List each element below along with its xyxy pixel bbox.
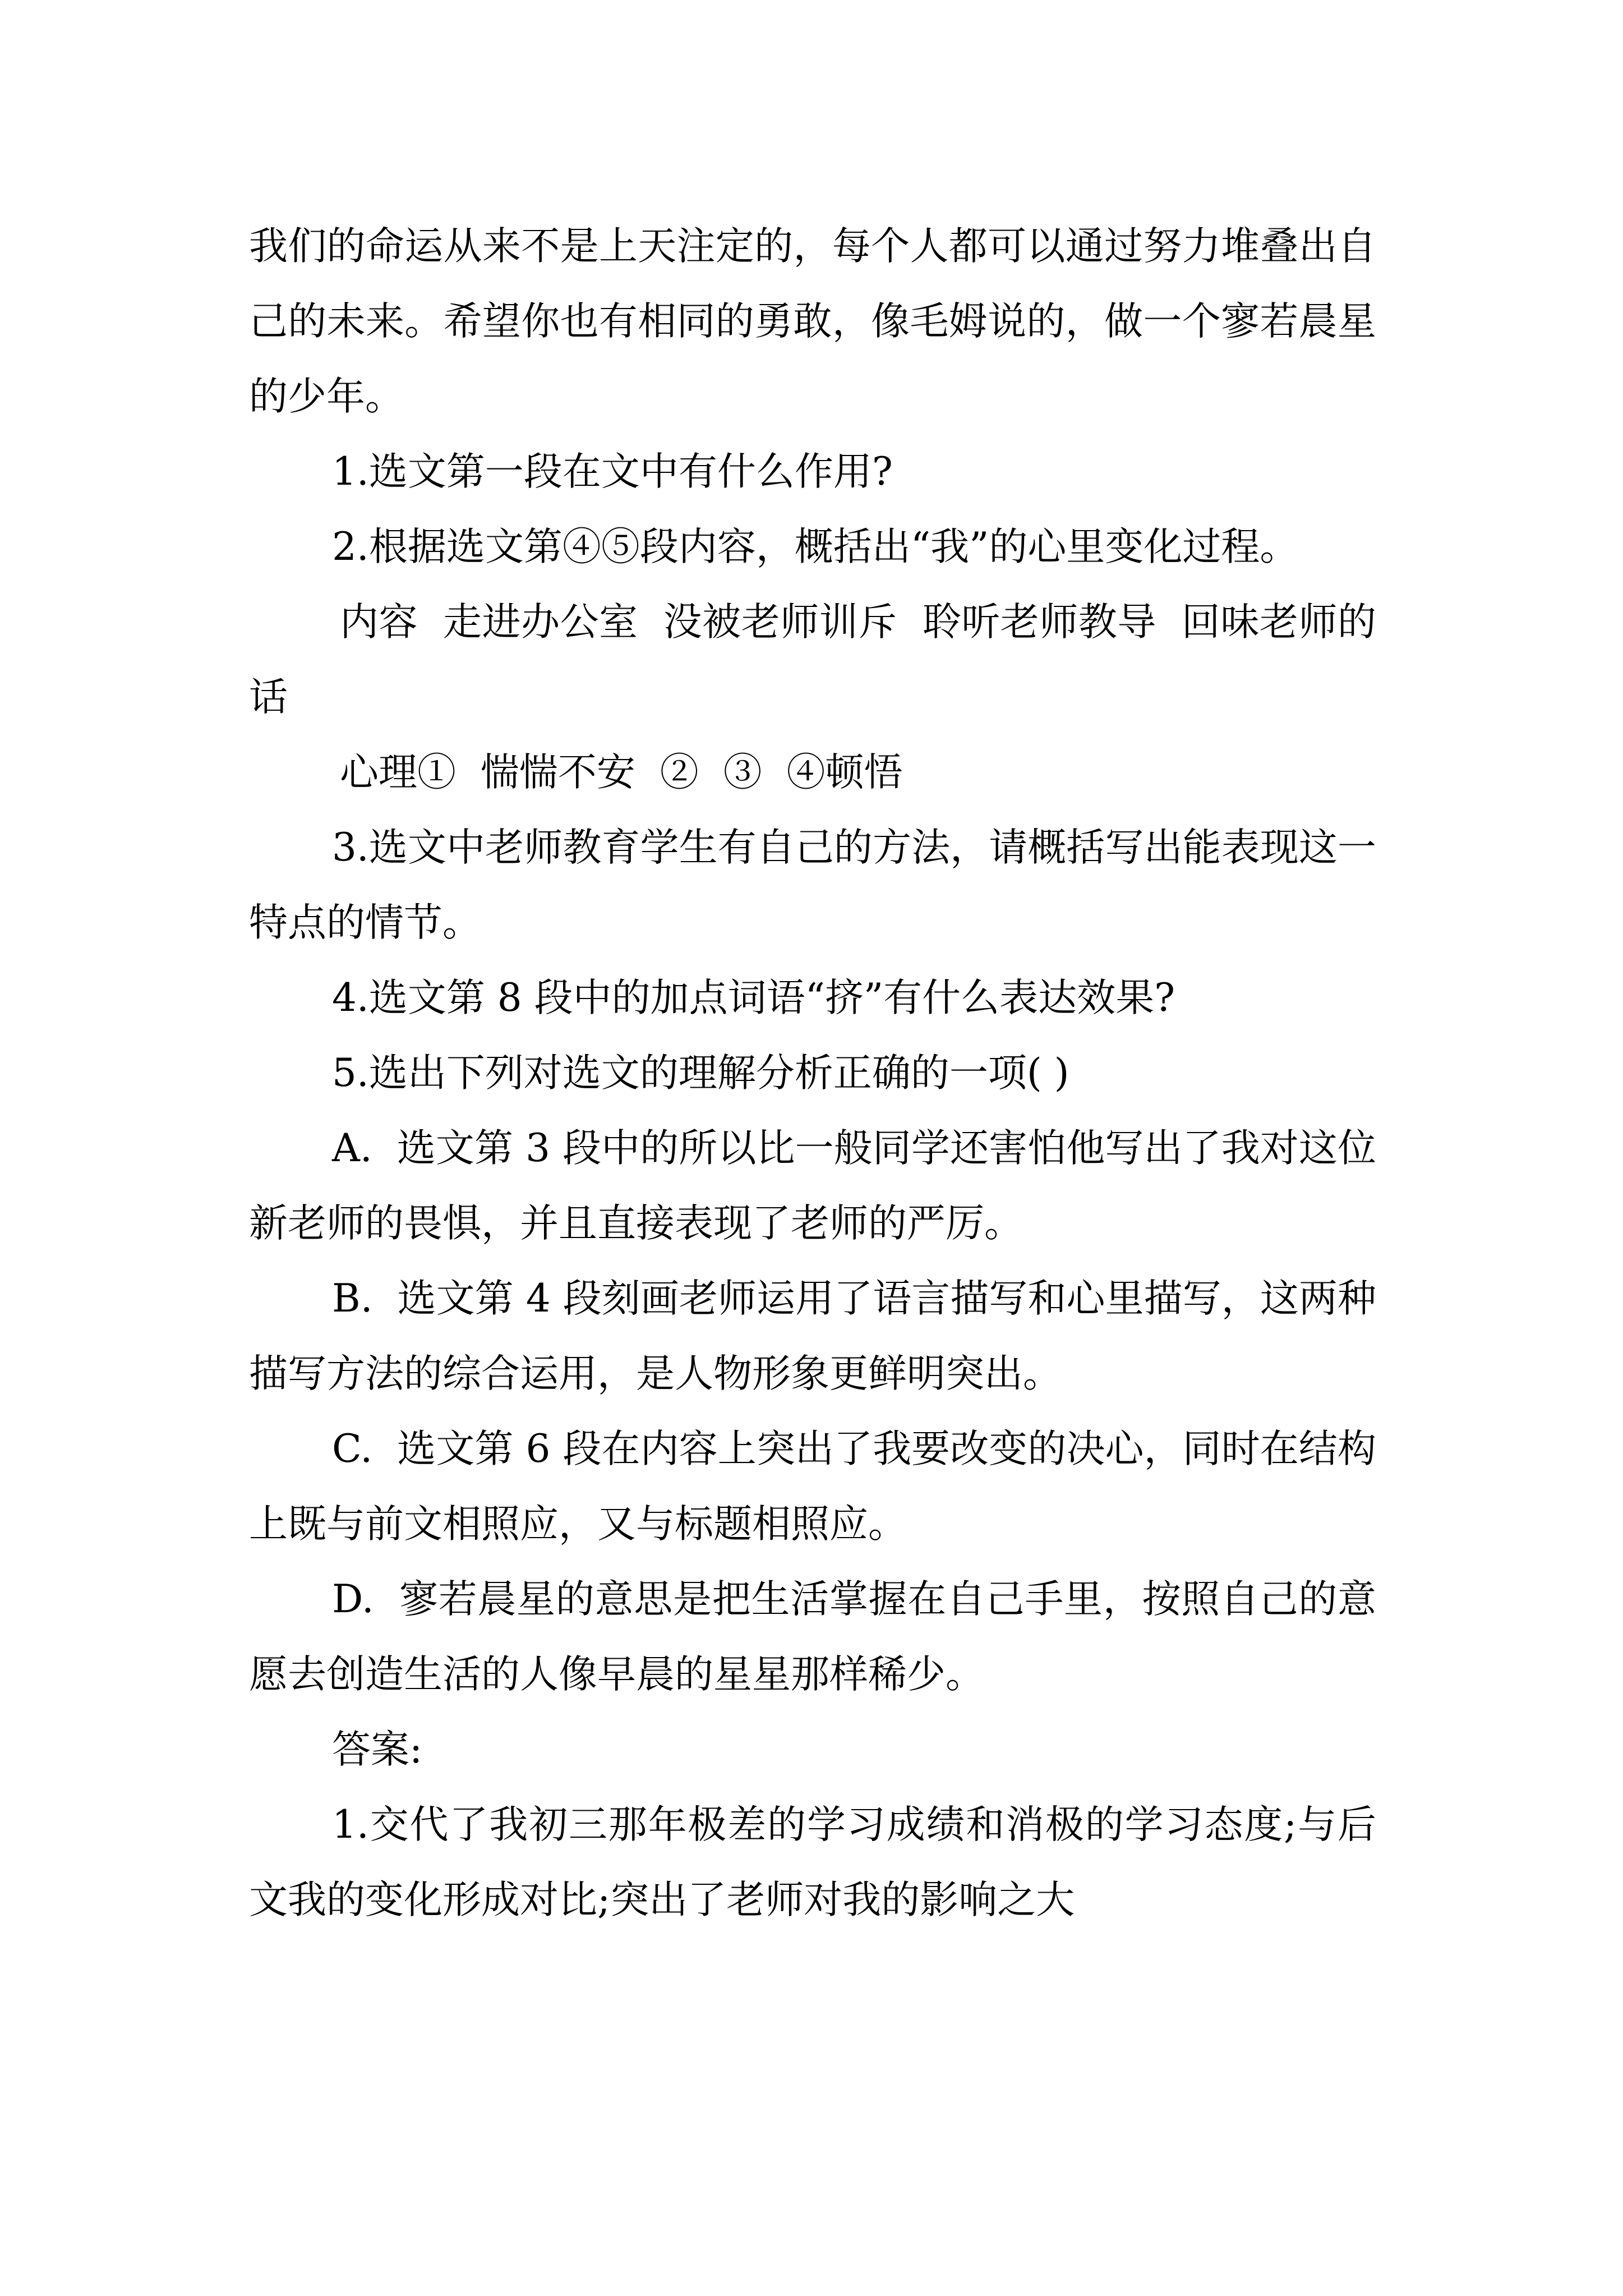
- document-body: [249, 209, 1376, 1938]
- paragraph-intro: 我们的命运从来不是上天注定的，每个人都可以通过努力堆叠出自己的未来。希望你也有相同的勇敢，像毛姆说的，做一个寥若晨星的少年。: [249, 224, 1376, 419]
- option-a: A. 选文第 3 段中的所以比一般同学还害怕他写出了我对这位新老师的畏惧，并且直接表现了老师的严厉。: [249, 1126, 1376, 1246]
- answer-heading: 答案:: [332, 1727, 423, 1772]
- table-content-row: 内容 走进办公室 没被老师训斥 聆听老师教导 回味老师的话: [249, 600, 1376, 720]
- option-b: B. 选文第 4 段刻画老师运用了语言描写和心里描写，这两种描写方法的综合运用，是人物形象更鲜明突出。: [249, 1276, 1376, 1396]
- question-2: 2.根据选文第④⑤段内容，概括出“我”的心里变化过程。: [332, 524, 1299, 569]
- table-mind-row: 心理① 惴惴不安 ② ③ ④顿悟: [340, 750, 903, 795]
- option-c: C. 选文第 6 段在内容上突出了我要改变的决心，同时在结构上既与前文相照应，又与标题相照应。: [249, 1427, 1376, 1547]
- question-4: 4.选文第 8 段中的加点词语“挤”有什么表达效果?: [332, 976, 1175, 1020]
- question-1: 1.选文第一段在文中有什么作用?: [332, 449, 893, 494]
- question-5: 5.选出下列对选文的理解分析正确的一项( ): [332, 1051, 1069, 1096]
- question-3: 3.选文中老师教育学生有自己的方法，请概括写出能表现这一特点的情节。: [249, 825, 1376, 945]
- option-d: D. 寥若晨星的意思是把生活掌握在自己手里，按照自己的意愿去创造生活的人像早晨的星星那样稀少。: [249, 1577, 1376, 1697]
- answer-1: 1.交代了我初三那年极差的学习成绩和消极的学习态度;与后文我的变化形成对比;突出了老师对我的影响之大: [249, 1802, 1376, 1922]
